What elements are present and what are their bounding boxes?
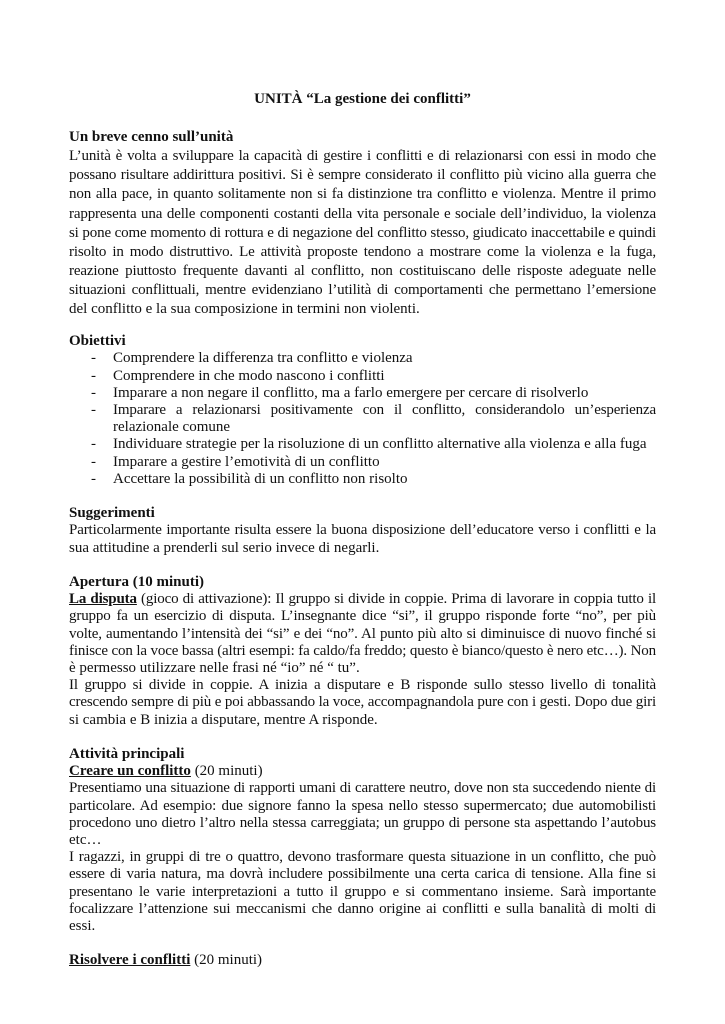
activity2-heading <box>69 952 656 969</box>
bullet-dash: - <box>91 350 96 367</box>
text-line: possano risultare addirittura positivi. Si è sempre considerato il conflitto più vicino alla guerra che <box>69 167 656 184</box>
opening-first-line <box>69 591 656 608</box>
main-activities-heading: Attività principali <box>69 745 185 762</box>
intro-heading: Un breve cenno sull’unità <box>69 129 234 146</box>
suggestions-paragraph <box>69 522 656 556</box>
activity2-duration: (20 minuti) <box>190 952 263 969</box>
text-line: situazioni conflittuali, mentre evidenziano l’utilità di comportamenti che permettano l’emersione <box>69 281 656 298</box>
text-line: volte, aumentando l’intensità dei “si” e dei “no”. Al punto più alto si diminuisce di nuovo finché si <box>69 625 656 642</box>
activity-title-la-disputa: La disputa <box>69 591 137 608</box>
objective-item <box>69 471 656 488</box>
document-title: UNITÀ “La gestione dei conflitti” <box>254 91 471 107</box>
opening-paragraph-2 <box>69 677 656 729</box>
text-line: essere di varia natura, ma dovrà includere possibilmente una certa carica di tensione. Alla fine si <box>69 866 656 883</box>
objective-text: relazionale comune <box>113 419 231 436</box>
text-line: L’unità è volta a sviluppare la capacità di gestire i conflitti e di relazionarsi con essi in modo che <box>69 148 656 165</box>
text-line: si pone come momento di rottura e di negazione del conflitto stesso, giudicato inaccettabile e quindi <box>69 224 656 241</box>
objective-text: Individuare strategie per la risoluzione di un conflitto alternative alla violenza e alla fuga <box>113 436 647 453</box>
objectives-list <box>69 350 656 488</box>
objective-text: Comprendere la differenza tra conflitto e violenza <box>113 350 413 367</box>
opening-first-line-text: (gioco di attivazione): Il gruppo si divide in coppie. Prima di lavorare in coppia tutto il <box>136 591 656 608</box>
objective-item <box>69 350 656 367</box>
suggestions-heading: Suggerimenti <box>69 505 155 522</box>
bullet-dash: - <box>91 453 96 470</box>
document-page <box>69 0 656 970</box>
text-line: è permesso utilizzare nelle frasi né “io” né “ tu”. <box>69 659 360 676</box>
text-line: etc… <box>69 831 102 848</box>
activity1-heading <box>69 763 656 780</box>
activity-title-risolvere-i-conflitti: Risolvere i conflitti <box>69 952 191 969</box>
bullet-dash: - <box>91 384 96 401</box>
activity1-paragraph-2 <box>69 849 656 935</box>
text-line: particolare. Ad esempio: due signore fanno la spesa nello stesso supermercato; due automobilisti <box>69 797 656 814</box>
objectives-heading: Obiettivi <box>69 333 126 350</box>
intro-paragraph <box>69 147 656 319</box>
text-line: reazione piuttosto frequente davanti al conflitto, non costituiscano delle risposte adeguate nelle <box>69 262 656 279</box>
objective-item <box>69 436 656 453</box>
objective-text: Imparare a relazionarsi positivamente con il conflitto, considerandolo un’esperienza <box>113 401 656 418</box>
text-line: Particolarmente importante risulta essere la buona disposizione dell’educatore verso i conflitti e la <box>69 522 656 539</box>
objective-text: Accettare la possibilità di un conflitto non risolto <box>113 470 408 487</box>
text-line: sua attitudine a prenderli sul serio invece di negarli. <box>69 539 380 556</box>
text-line: risolto in modo distruttivo. Le attività proposte tendono a mostrare come la violenza e la fuga, <box>69 243 656 260</box>
intro-section <box>69 90 656 319</box>
objective-text: Comprendere in che modo nascono i conflitti <box>113 367 385 384</box>
text-line: focalizzare l’attenzione sui meccanismi che danno origine ai conflitti e sulla banalità di molti di <box>69 900 656 917</box>
text-line: presentano le varie interpretazioni a tutto il gruppo e si commentano insieme. Sarà importante <box>69 883 656 900</box>
text-line: rappresenta una delle componenti costanti della vita personale e sociale dell’individuo, la violenza <box>69 205 656 222</box>
activity1-duration: (20 minuti) <box>190 763 263 780</box>
text-line: gruppo fa un esercizio di disputa. L’insegnante dice “si”, il gruppo risponde forte “no”, per più <box>69 608 656 625</box>
text-line: Presentiamo una situazione di rapporti umani di carattere neutro, dove non sta succedendo niente di <box>69 780 656 797</box>
bullet-dash: - <box>91 367 96 384</box>
opening-paragraph <box>69 608 656 677</box>
bullet-dash: - <box>91 436 96 453</box>
body-sections <box>69 333 656 969</box>
activity-title-creare-un-conflitto: Creare un conflitto <box>69 763 191 780</box>
text-line: non alla pace, in quanto solitamente non si fa distinzione tra conflitto e violenza. Mentre il primo <box>69 186 656 203</box>
text-line: essi. <box>69 917 96 934</box>
bullet-dash: - <box>91 401 96 418</box>
objective-text: Imparare a non negare il conflitto, ma a farlo emergere per cercare di risolverlo <box>113 384 589 401</box>
text-line: si cambia e B inizia a disputare, mentre A risponde. <box>69 711 378 728</box>
text-line: procedono uno dietro l’altro nella stessa carreggiata; un gruppo di persone sta aspettando l’autobus <box>69 814 656 831</box>
text-line: I ragazzi, in gruppi di tre o quattro, devono trasformare questa situazione in un conflitto, che può <box>69 849 656 866</box>
objective-item <box>69 454 656 471</box>
activity1-paragraph <box>69 780 656 849</box>
objective-item <box>69 368 656 385</box>
objective-item <box>69 402 656 436</box>
objective-item <box>69 385 656 402</box>
opening-heading: Apertura (10 minuti) <box>69 573 204 590</box>
text-line: Il gruppo si divide in coppie. A inizia a disputare e B risponde sullo stesso livello di tonalità <box>69 677 656 694</box>
text-line: del conflitto e la sua composizione in termini non violenti. <box>69 301 420 318</box>
text-line: finisce con la voce bassa (altri esempi: fa caldo/fa freddo; questo è bianco/questo è nero etc…). Non <box>69 642 656 659</box>
text-line: crescendo sempre di più e poi abbassando la voce, accompagnandola pure con i gesti. Dopo due giri <box>69 694 656 711</box>
objective-text: Imparare a gestire l’emotività di un conflitto <box>113 453 380 470</box>
bullet-dash: - <box>91 470 96 487</box>
